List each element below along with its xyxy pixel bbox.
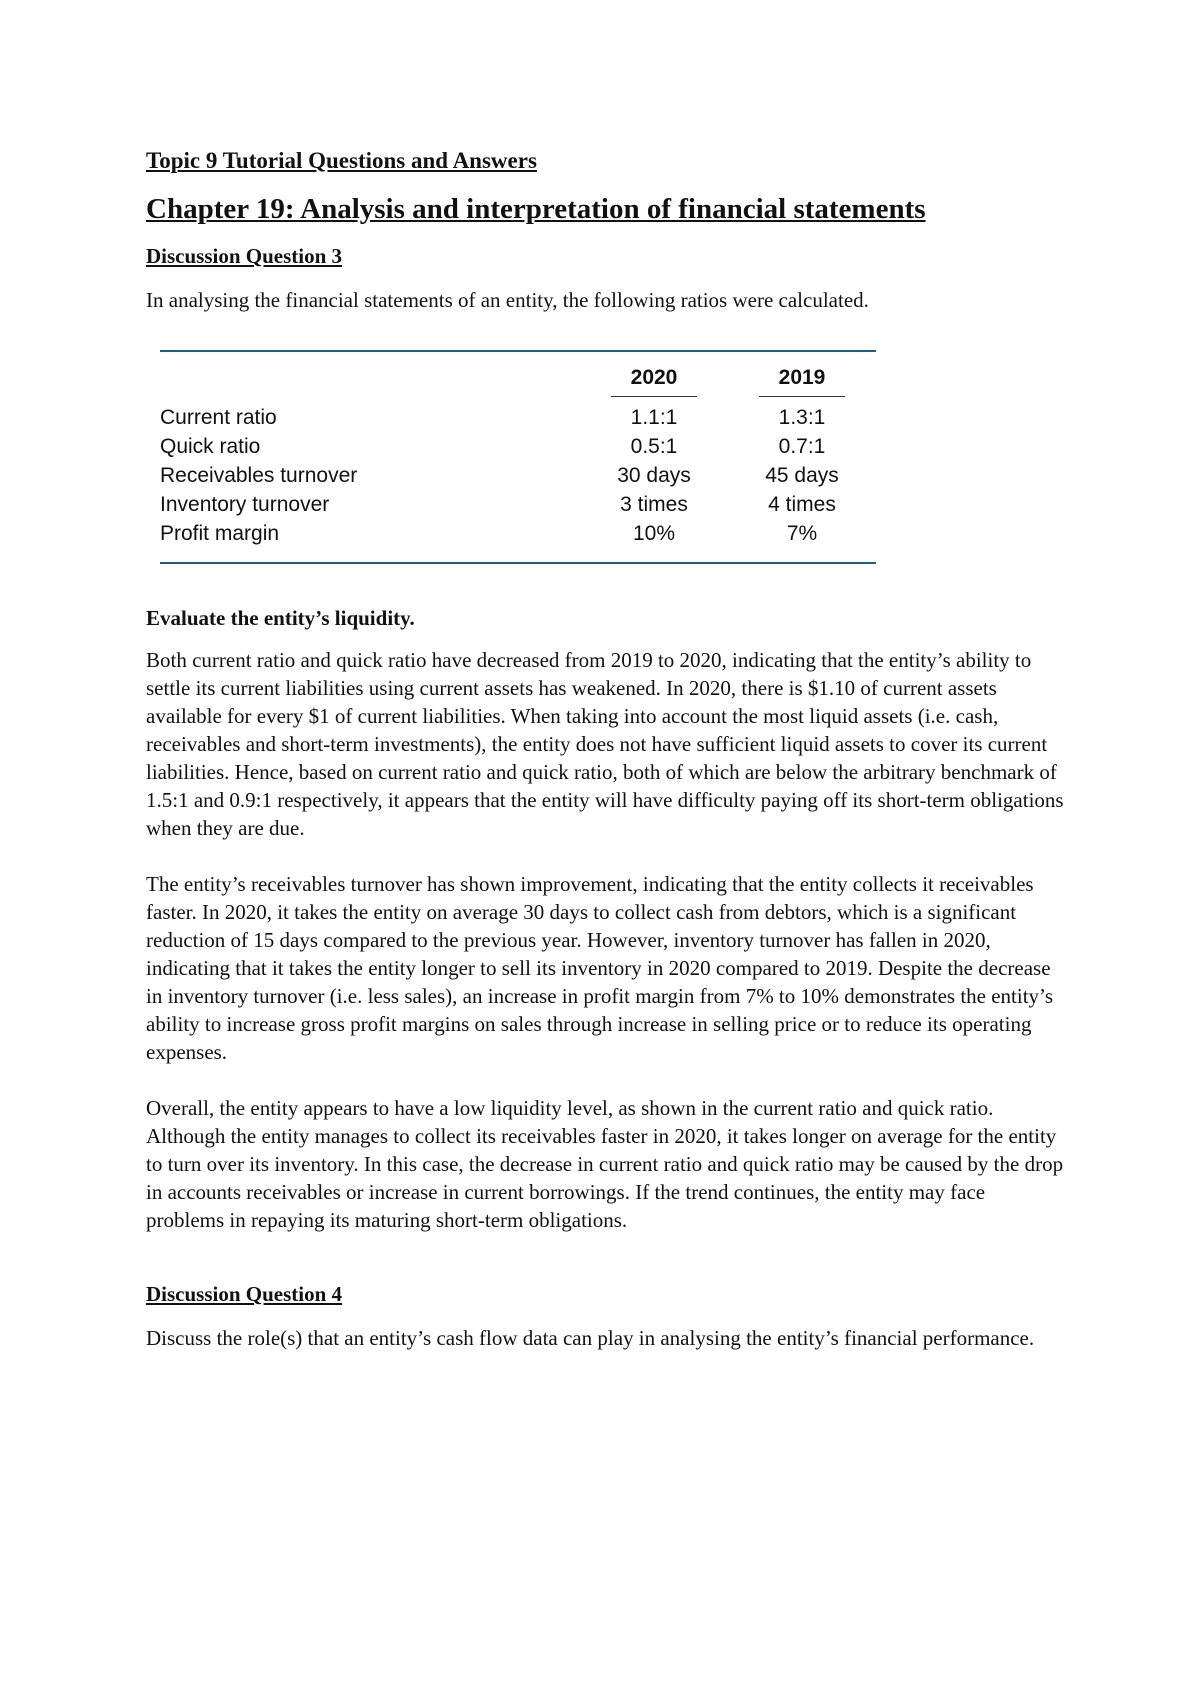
column-header-2019: 2019 [728,362,876,403]
value-2020: 3 times [620,493,688,516]
value-2020: 0.5:1 [630,435,678,458]
row-label: Quick ratio [160,435,261,458]
chapter-title: Chapter 19: Analysis and interpretation of financial statements [146,193,926,225]
dq3-answer-paragraph-1: Both current ratio and quick ratio have decreased from 2019 to 2020, indicating that the entity’s ability to settle its current liabilities using current assets has weakened. In 2020, there is $1.10 of current assets available for every $1 of current liabilities. When taking into account the most liquid assets (i.e. cash, receivables and short-term investments), the entity does not have sufficient liquid assets to cover its current liabilities. Hence, based on current ratio and quick ratio, both of which are below the arbitrary benchmark of 1.5:1 and 0.9:1 respectively, it appears that the entity will have difficulty paying off its short-term obligations when they are due. [146,648,1064,840]
value-2020: 10% [632,522,676,545]
column-header-2020: 2020 [580,362,728,403]
dq3-intro: In analysing the financial statements of an entity, the following ratios were calculated. [146,288,869,312]
ratio-table-corner [160,362,580,403]
value-2019: 4 times [768,493,836,516]
table-row [160,403,876,432]
topic-title: Topic 9 Tutorial Questions and Answers [146,148,537,173]
dq3-answer-paragraph-3: Overall, the entity appears to have a low liquidity level, as shown in the current ratio and quick ratio. Although the entity manages to collect its receivables faster in 2020, it takes longer on average for the entity to turn over its inventory. In this case, the decrease in current ratio and quick ratio may be caused by the drop in accounts receivables or increase in current borrowings. If the trend continues, the entity may face problems in repaying its maturing short-term obligations. [146,1096,1064,1232]
dq3-question: Evaluate the entity’s liquidity. [146,606,415,630]
row-label: Profit margin [160,522,280,545]
discussion-question-4-heading: Discussion Question 4 [146,1282,343,1306]
row-label: Receivables turnover [160,464,358,487]
table-row [160,519,876,548]
document-page [146,146,1066,1380]
dq3-answer-paragraph-2: The entity’s receivables turnover has shown improvement, indicating that the entity collects it receivables faster. In 2020, it takes the entity on average 30 days to collect cash from debtors, which is a significant reduction of 15 days compared to the previous year. However, inventory turnover has fallen in 2020, indicating that it takes the entity longer to sell its inventory in 2020 compared to 2019. Despite the decrease in inventory turnover (i.e. less sales), an increase in profit margin from 7% to 10% demonstrates the entity’s ability to increase gross profit margins on sales through increase in selling price or to reduce its operating expenses. [146,872,1054,1064]
dq4-text: Discuss the role(s) that an entity’s cash flow data can play in analysing the entity’s financial performance. [146,1326,1035,1350]
table-row [160,490,876,519]
discussion-question-3-heading: Discussion Question 3 [146,244,343,268]
value-2020: 1.1:1 [630,406,678,429]
table-row [160,461,876,490]
value-2020: 30 days [617,464,691,487]
ratio-table [160,350,876,564]
ratio-table-grid [160,362,876,548]
table-row [160,432,876,461]
row-label: Inventory turnover [160,493,330,516]
value-2019: 7% [786,522,818,545]
value-2019: 45 days [765,464,839,487]
row-label: Current ratio [160,406,277,429]
value-2019: 1.3:1 [778,406,826,429]
value-2019: 0.7:1 [778,435,826,458]
